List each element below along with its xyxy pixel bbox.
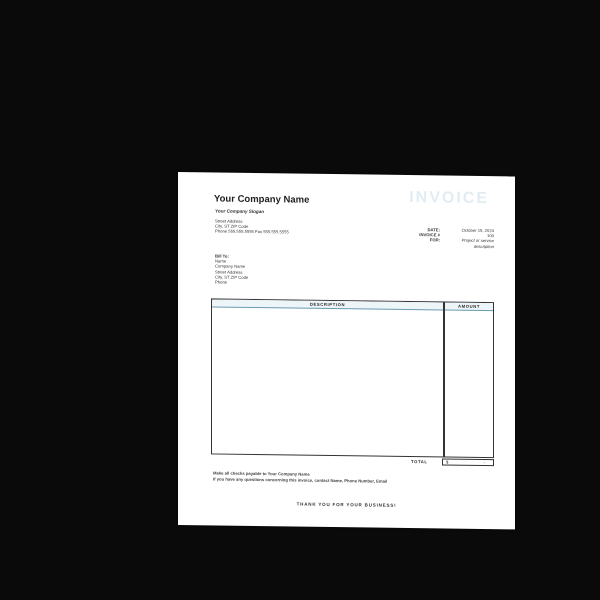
company-street: Street Address [215, 218, 243, 224]
invoice-number-label: INVOICE # [419, 232, 440, 238]
bill-to-name: Name [215, 258, 227, 264]
bill-to-city-state-zip: City, ST ZIP Code [215, 274, 249, 280]
invoice-number-value: 100 [487, 233, 494, 239]
date-label: DATE: [427, 227, 440, 233]
bill-to-phone: Phone [215, 279, 228, 285]
for-label: FOR: [429, 237, 440, 243]
invoice-meta [378, 227, 494, 249]
company-address [215, 218, 289, 235]
amount-header: AMOUNT [445, 302, 493, 311]
bill-to [215, 253, 248, 285]
column-divider [443, 302, 445, 456]
total-value: - [483, 460, 485, 466]
total-amount-box [442, 458, 494, 466]
for-value-line1: Project or service [461, 238, 494, 244]
for-value-line2: description [473, 243, 494, 249]
payable-note: Make all checks payable to Your Company Name [213, 470, 310, 477]
line-items-table [211, 298, 494, 458]
meta-for-row-2 [378, 242, 494, 249]
bill-to-company: Company Name [215, 263, 246, 270]
footer-notes [213, 470, 387, 484]
company-phone-fax: Phone 555.555.5555 Fax 555.555.5555 [215, 228, 289, 235]
total-label: TOTAL [411, 459, 428, 465]
company-slogan: Your Company Slogan [215, 208, 265, 215]
bill-to-street: Street Address [215, 269, 243, 275]
company-name: Your Company Name [214, 193, 310, 206]
total-currency: $ [446, 459, 449, 465]
bill-to-heading: Bill To: [215, 253, 229, 259]
invoice-sheet [178, 172, 515, 529]
date-value: October 15, 2024 [461, 227, 494, 234]
description-header: DESCRIPTION [212, 299, 443, 310]
thank-you-line: THANK YOU FOR YOUR BUSINESS! [296, 501, 397, 508]
company-city-state-zip: City, ST ZIP Code [215, 223, 249, 230]
questions-note: If you have any questions concerning this invoice, contact Name, Phone Number, Email [213, 476, 388, 484]
invoice-title-watermark: INVOICE [409, 189, 489, 208]
